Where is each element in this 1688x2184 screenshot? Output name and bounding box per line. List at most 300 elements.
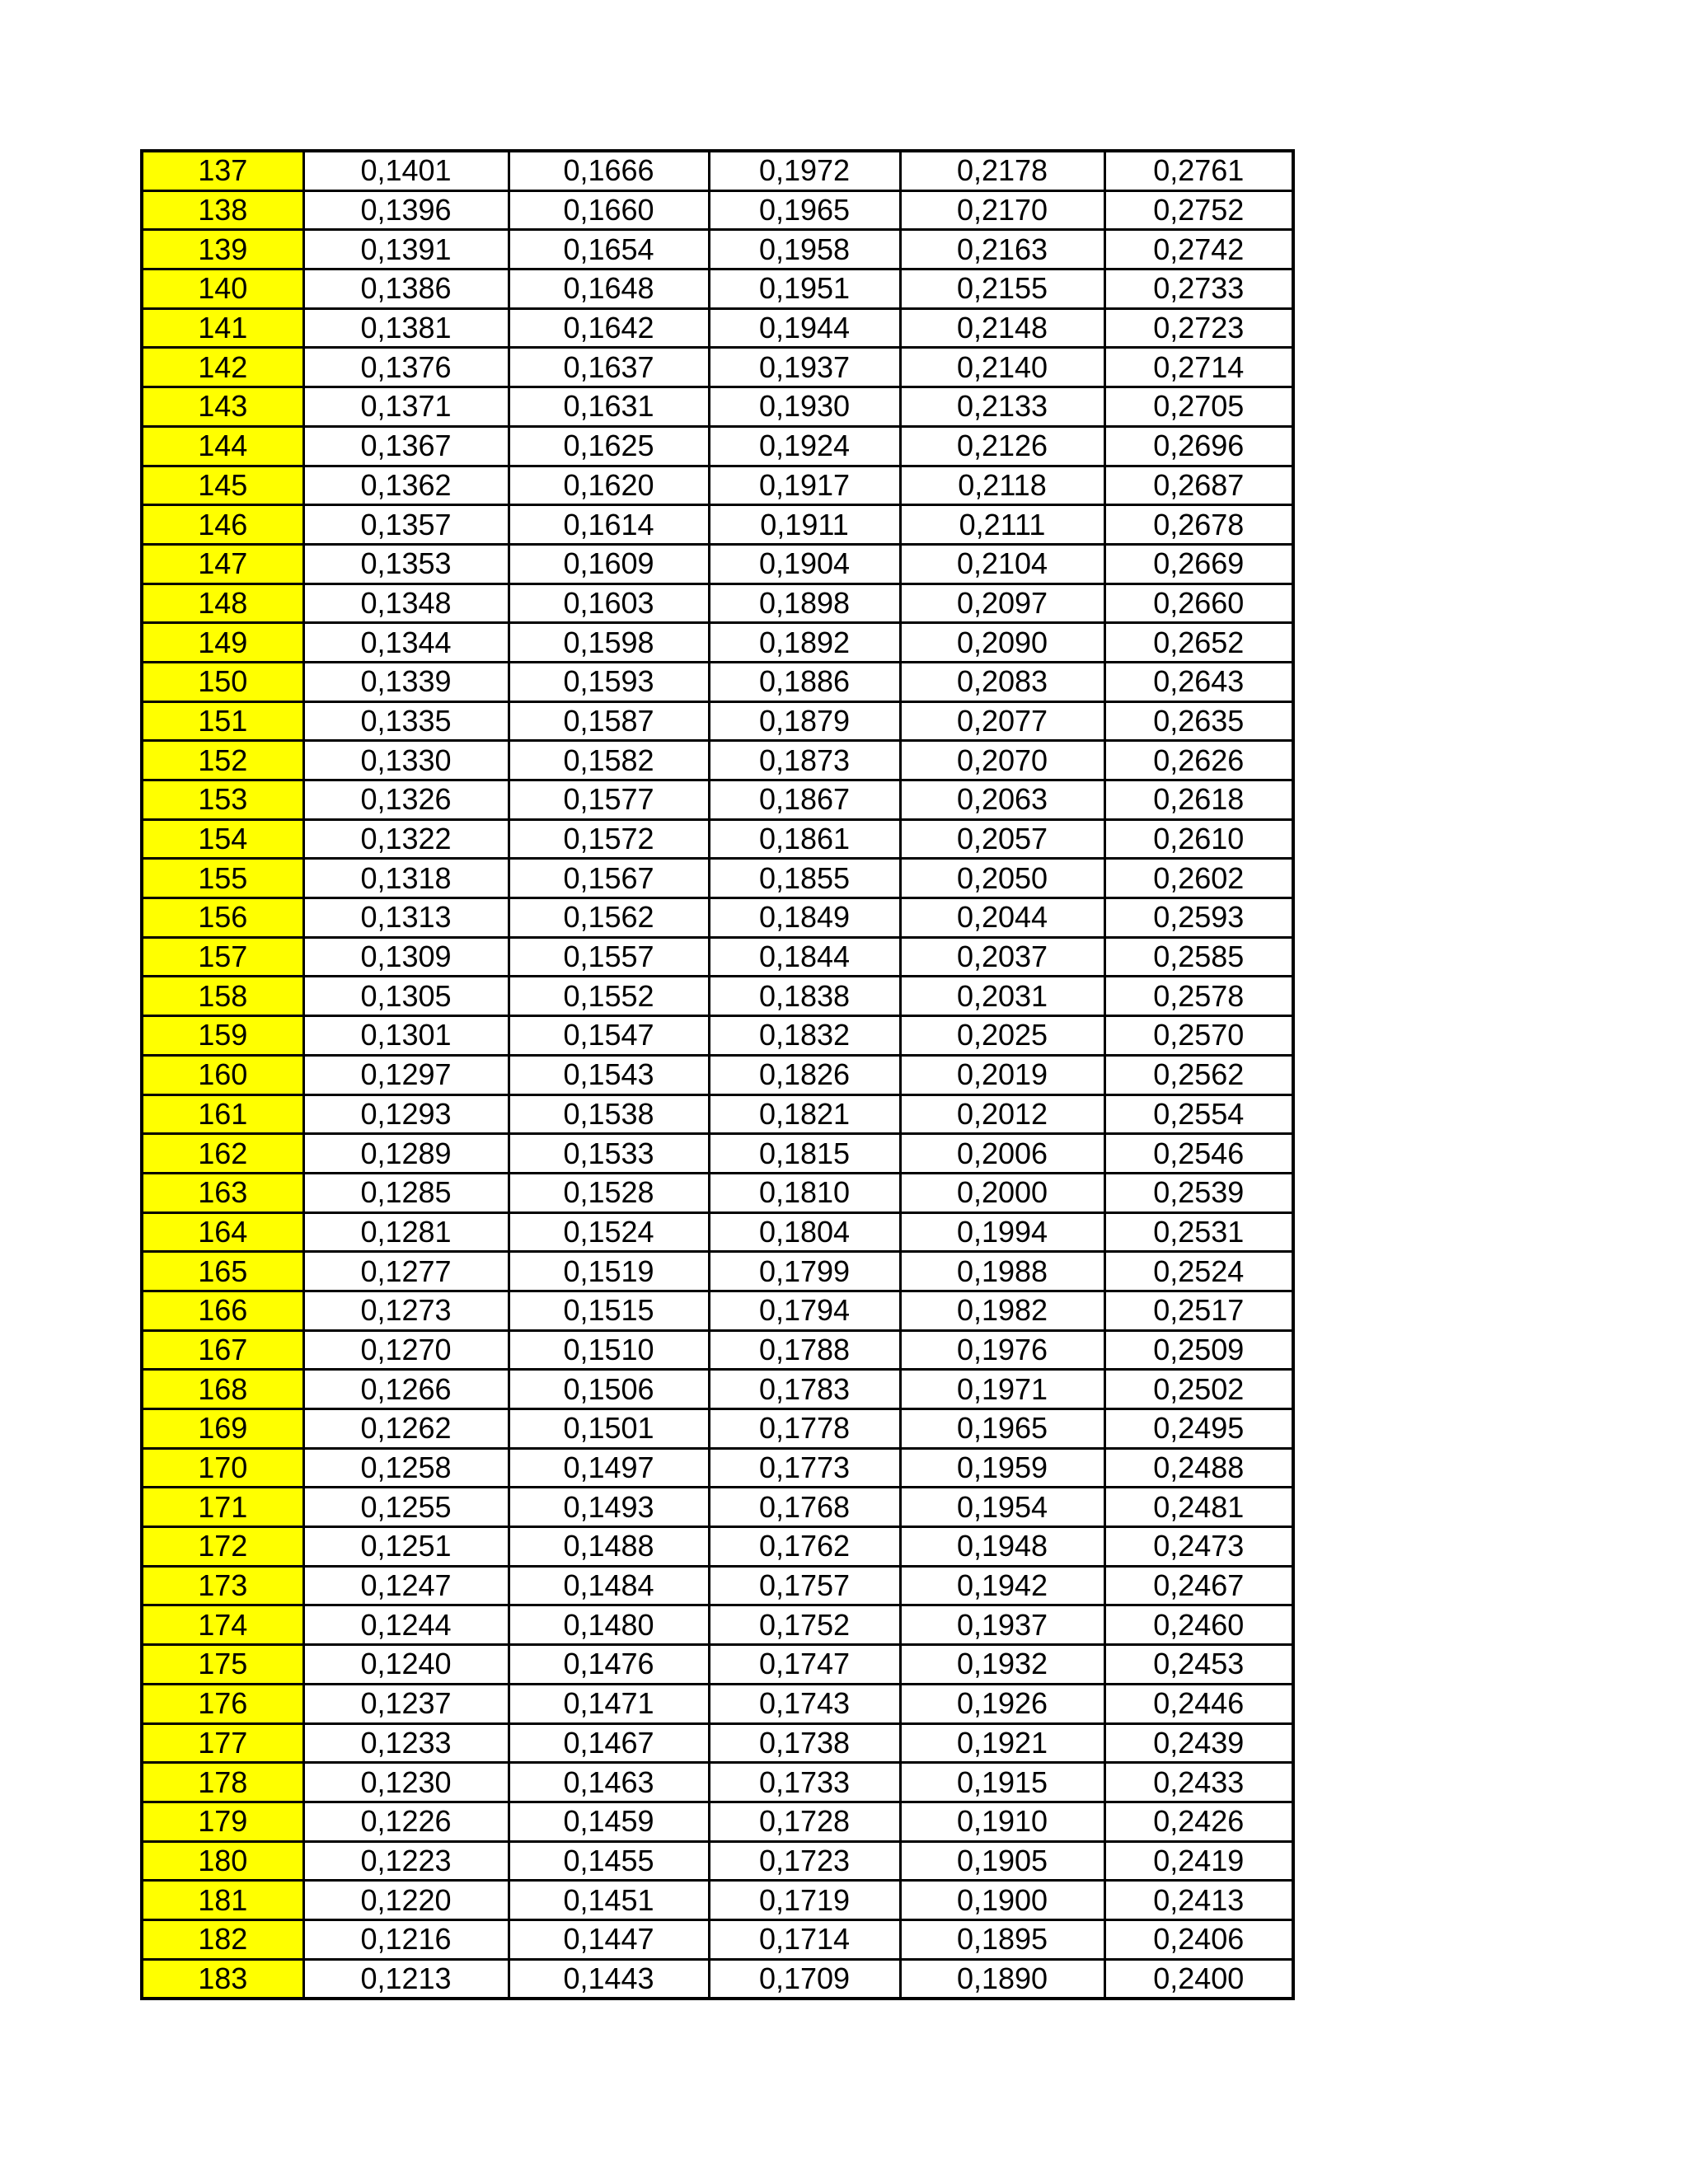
- table-body: [142, 151, 1293, 1999]
- table-row: [142, 977, 1293, 1016]
- value-cell-value-1: 0,1293: [303, 1094, 509, 1134]
- value-cell-value-3: 0,1794: [709, 1291, 900, 1330]
- value-cell-value-4: 0,1942: [900, 1566, 1104, 1605]
- value-cell-value-3: 0,1773: [709, 1448, 900, 1488]
- value-cell-value-5: 0,2426: [1104, 1802, 1293, 1841]
- table-row: [142, 662, 1293, 701]
- table-row: [142, 1370, 1293, 1409]
- value-cell-value-3: 0,1757: [709, 1566, 900, 1605]
- value-cell-value-2: 0,1631: [509, 387, 709, 427]
- table-row: [142, 1488, 1293, 1527]
- value-cell-value-5: 0,2481: [1104, 1488, 1293, 1527]
- value-cell-value-3: 0,1951: [709, 269, 900, 309]
- value-cell-value-4: 0,2044: [900, 898, 1104, 938]
- value-cell-value-2: 0,1447: [509, 1919, 709, 1959]
- value-cell-value-5: 0,2714: [1104, 348, 1293, 387]
- value-cell-value-3: 0,1861: [709, 819, 900, 859]
- value-cell-value-5: 0,2570: [1104, 1016, 1293, 1056]
- value-cell-value-1: 0,1273: [303, 1291, 509, 1330]
- row-key-cell: 165: [142, 1252, 303, 1291]
- table-row: [142, 623, 1293, 663]
- value-cell-value-5: 0,2488: [1104, 1448, 1293, 1488]
- value-cell-value-5: 0,2618: [1104, 780, 1293, 820]
- value-cell-value-3: 0,1898: [709, 583, 900, 623]
- value-cell-value-5: 0,2602: [1104, 859, 1293, 898]
- value-cell-value-4: 0,2063: [900, 780, 1104, 820]
- row-key-cell: 156: [142, 898, 303, 938]
- table-row: [142, 1919, 1293, 1959]
- value-cell-value-2: 0,1493: [509, 1488, 709, 1527]
- table-row: [142, 466, 1293, 505]
- value-cell-value-4: 0,2170: [900, 190, 1104, 230]
- value-cell-value-4: 0,1948: [900, 1527, 1104, 1567]
- value-cell-value-3: 0,1783: [709, 1370, 900, 1409]
- table-row: [142, 859, 1293, 898]
- value-cell-value-3: 0,1911: [709, 505, 900, 545]
- value-cell-value-1: 0,1386: [303, 269, 509, 309]
- value-cell-value-4: 0,2057: [900, 819, 1104, 859]
- value-cell-value-1: 0,1301: [303, 1016, 509, 1056]
- value-cell-value-3: 0,1788: [709, 1330, 900, 1370]
- value-cell-value-1: 0,1309: [303, 937, 509, 977]
- value-cell-value-3: 0,1733: [709, 1763, 900, 1802]
- value-cell-value-4: 0,1915: [900, 1763, 1104, 1802]
- value-cell-value-2: 0,1488: [509, 1527, 709, 1567]
- value-cell-value-2: 0,1637: [509, 348, 709, 387]
- value-cell-value-1: 0,1348: [303, 583, 509, 623]
- value-cell-value-2: 0,1572: [509, 819, 709, 859]
- table-row: [142, 1841, 1293, 1881]
- value-cell-value-1: 0,1285: [303, 1173, 509, 1212]
- value-cell-value-3: 0,1958: [709, 230, 900, 269]
- row-key-cell: 146: [142, 505, 303, 545]
- value-cell-value-4: 0,2118: [900, 466, 1104, 505]
- table-row: [142, 583, 1293, 623]
- value-cell-value-5: 0,2742: [1104, 230, 1293, 269]
- value-cell-value-5: 0,2453: [1104, 1645, 1293, 1685]
- value-cell-value-4: 0,1976: [900, 1330, 1104, 1370]
- value-cell-value-5: 0,2509: [1104, 1330, 1293, 1370]
- row-key-cell: 170: [142, 1448, 303, 1488]
- row-key-cell: 174: [142, 1605, 303, 1645]
- value-cell-value-2: 0,1443: [509, 1959, 709, 1999]
- value-cell-value-1: 0,1344: [303, 623, 509, 663]
- table-row: [142, 1763, 1293, 1802]
- table-row: [142, 348, 1293, 387]
- value-cell-value-2: 0,1654: [509, 230, 709, 269]
- row-key-cell: 175: [142, 1645, 303, 1685]
- table-row: [142, 1605, 1293, 1645]
- value-cell-value-1: 0,1396: [303, 190, 509, 230]
- table-row: [142, 1212, 1293, 1252]
- value-cell-value-2: 0,1471: [509, 1684, 709, 1723]
- table-row: [142, 1094, 1293, 1134]
- value-cell-value-5: 0,2554: [1104, 1094, 1293, 1134]
- table-row: [142, 1645, 1293, 1685]
- value-cell-value-3: 0,1723: [709, 1841, 900, 1881]
- value-cell-value-3: 0,1815: [709, 1134, 900, 1174]
- value-cell-value-3: 0,1832: [709, 1016, 900, 1056]
- table-row: [142, 741, 1293, 780]
- value-cell-value-2: 0,1467: [509, 1723, 709, 1763]
- value-cell-value-3: 0,1799: [709, 1252, 900, 1291]
- value-cell-value-5: 0,2539: [1104, 1173, 1293, 1212]
- value-cell-value-2: 0,1603: [509, 583, 709, 623]
- value-cell-value-1: 0,1233: [303, 1723, 509, 1763]
- value-cell-value-1: 0,1326: [303, 780, 509, 820]
- table-row: [142, 505, 1293, 545]
- row-key-cell: 176: [142, 1684, 303, 1723]
- value-cell-value-3: 0,1867: [709, 780, 900, 820]
- value-cell-value-3: 0,1965: [709, 190, 900, 230]
- table-row: [142, 780, 1293, 820]
- table-row: [142, 269, 1293, 309]
- row-key-cell: 157: [142, 937, 303, 977]
- value-cell-value-4: 0,1910: [900, 1802, 1104, 1841]
- value-cell-value-4: 0,1994: [900, 1212, 1104, 1252]
- value-cell-value-2: 0,1552: [509, 977, 709, 1016]
- value-cell-value-4: 0,2025: [900, 1016, 1104, 1056]
- value-cell-value-1: 0,1367: [303, 426, 509, 466]
- value-cell-value-5: 0,2419: [1104, 1841, 1293, 1881]
- value-cell-value-4: 0,1982: [900, 1291, 1104, 1330]
- value-cell-value-2: 0,1480: [509, 1605, 709, 1645]
- table-row: [142, 544, 1293, 583]
- row-key-cell: 178: [142, 1763, 303, 1802]
- row-key-cell: 162: [142, 1134, 303, 1174]
- value-cell-value-4: 0,1988: [900, 1252, 1104, 1291]
- value-cell-value-1: 0,1220: [303, 1881, 509, 1920]
- value-cell-value-2: 0,1562: [509, 898, 709, 938]
- value-cell-value-5: 0,2660: [1104, 583, 1293, 623]
- value-cell-value-1: 0,1226: [303, 1802, 509, 1841]
- table-row: [142, 1881, 1293, 1920]
- row-key-cell: 163: [142, 1173, 303, 1212]
- row-key-cell: 161: [142, 1094, 303, 1134]
- value-cell-value-5: 0,2531: [1104, 1212, 1293, 1252]
- row-key-cell: 177: [142, 1723, 303, 1763]
- value-cell-value-3: 0,1826: [709, 1055, 900, 1094]
- value-cell-value-4: 0,1965: [900, 1409, 1104, 1449]
- value-cell-value-4: 0,2148: [900, 308, 1104, 348]
- row-key-cell: 183: [142, 1959, 303, 1999]
- value-cell-value-2: 0,1451: [509, 1881, 709, 1920]
- row-key-cell: 142: [142, 348, 303, 387]
- value-cell-value-2: 0,1476: [509, 1645, 709, 1685]
- value-cell-value-5: 0,2610: [1104, 819, 1293, 859]
- value-cell-value-2: 0,1557: [509, 937, 709, 977]
- value-cell-value-3: 0,1738: [709, 1723, 900, 1763]
- table-row: [142, 1448, 1293, 1488]
- value-cell-value-4: 0,2126: [900, 426, 1104, 466]
- table-row: [142, 1802, 1293, 1841]
- value-cell-value-3: 0,1810: [709, 1173, 900, 1212]
- value-cell-value-4: 0,1895: [900, 1919, 1104, 1959]
- value-cell-value-3: 0,1719: [709, 1881, 900, 1920]
- value-cell-value-3: 0,1972: [709, 151, 900, 190]
- value-cell-value-2: 0,1519: [509, 1252, 709, 1291]
- value-cell-value-5: 0,2502: [1104, 1370, 1293, 1409]
- row-key-cell: 159: [142, 1016, 303, 1056]
- value-cell-value-2: 0,1642: [509, 308, 709, 348]
- value-cell-value-4: 0,2178: [900, 151, 1104, 190]
- value-cell-value-3: 0,1747: [709, 1645, 900, 1685]
- value-cell-value-3: 0,1886: [709, 662, 900, 701]
- value-cell-value-4: 0,1971: [900, 1370, 1104, 1409]
- data-table: [140, 149, 1295, 2000]
- value-cell-value-1: 0,1322: [303, 819, 509, 859]
- value-cell-value-1: 0,1251: [303, 1527, 509, 1567]
- row-key-cell: 166: [142, 1291, 303, 1330]
- value-cell-value-3: 0,1778: [709, 1409, 900, 1449]
- value-cell-value-1: 0,1247: [303, 1566, 509, 1605]
- value-cell-value-5: 0,2473: [1104, 1527, 1293, 1567]
- value-cell-value-2: 0,1528: [509, 1173, 709, 1212]
- value-cell-value-5: 0,2752: [1104, 190, 1293, 230]
- value-cell-value-3: 0,1904: [709, 544, 900, 583]
- value-cell-value-4: 0,2006: [900, 1134, 1104, 1174]
- row-key-cell: 181: [142, 1881, 303, 1920]
- row-key-cell: 147: [142, 544, 303, 583]
- value-cell-value-1: 0,1339: [303, 662, 509, 701]
- value-cell-value-1: 0,1240: [303, 1645, 509, 1685]
- value-cell-value-2: 0,1484: [509, 1566, 709, 1605]
- value-cell-value-5: 0,2585: [1104, 937, 1293, 977]
- value-cell-value-2: 0,1593: [509, 662, 709, 701]
- row-key-cell: 143: [142, 387, 303, 427]
- table-row: [142, 1566, 1293, 1605]
- value-cell-value-2: 0,1463: [509, 1763, 709, 1802]
- row-key-cell: 153: [142, 780, 303, 820]
- row-key-cell: 149: [142, 623, 303, 663]
- value-cell-value-3: 0,1892: [709, 623, 900, 663]
- value-cell-value-1: 0,1216: [303, 1919, 509, 1959]
- value-cell-value-4: 0,1890: [900, 1959, 1104, 1999]
- value-cell-value-3: 0,1917: [709, 466, 900, 505]
- value-cell-value-4: 0,1954: [900, 1488, 1104, 1527]
- value-cell-value-2: 0,1577: [509, 780, 709, 820]
- value-cell-value-1: 0,1255: [303, 1488, 509, 1527]
- value-cell-value-5: 0,2562: [1104, 1055, 1293, 1094]
- value-cell-value-5: 0,2696: [1104, 426, 1293, 466]
- row-key-cell: 171: [142, 1488, 303, 1527]
- row-key-cell: 152: [142, 741, 303, 780]
- row-key-cell: 144: [142, 426, 303, 466]
- row-key-cell: 158: [142, 977, 303, 1016]
- value-cell-value-3: 0,1804: [709, 1212, 900, 1252]
- value-cell-value-5: 0,2524: [1104, 1252, 1293, 1291]
- value-cell-value-4: 0,1921: [900, 1723, 1104, 1763]
- value-cell-value-1: 0,1277: [303, 1252, 509, 1291]
- value-cell-value-1: 0,1371: [303, 387, 509, 427]
- value-cell-value-4: 0,2155: [900, 269, 1104, 309]
- value-cell-value-5: 0,2761: [1104, 151, 1293, 190]
- value-cell-value-1: 0,1244: [303, 1605, 509, 1645]
- value-cell-value-5: 0,2669: [1104, 544, 1293, 583]
- value-cell-value-2: 0,1660: [509, 190, 709, 230]
- row-key-cell: 140: [142, 269, 303, 309]
- value-cell-value-4: 0,2000: [900, 1173, 1104, 1212]
- value-cell-value-5: 0,2433: [1104, 1763, 1293, 1802]
- table-row: [142, 1330, 1293, 1370]
- value-cell-value-3: 0,1849: [709, 898, 900, 938]
- table-row: [142, 426, 1293, 466]
- value-cell-value-3: 0,1709: [709, 1959, 900, 1999]
- value-cell-value-2: 0,1666: [509, 151, 709, 190]
- table-row: [142, 308, 1293, 348]
- table-row: [142, 937, 1293, 977]
- value-cell-value-5: 0,2723: [1104, 308, 1293, 348]
- value-cell-value-3: 0,1714: [709, 1919, 900, 1959]
- value-cell-value-2: 0,1543: [509, 1055, 709, 1094]
- value-cell-value-5: 0,2635: [1104, 701, 1293, 741]
- row-key-cell: 164: [142, 1212, 303, 1252]
- value-cell-value-4: 0,2077: [900, 701, 1104, 741]
- value-cell-value-5: 0,2705: [1104, 387, 1293, 427]
- value-cell-value-5: 0,2460: [1104, 1605, 1293, 1645]
- value-cell-value-1: 0,1376: [303, 348, 509, 387]
- value-cell-value-1: 0,1335: [303, 701, 509, 741]
- value-cell-value-2: 0,1497: [509, 1448, 709, 1488]
- value-cell-value-4: 0,2097: [900, 583, 1104, 623]
- value-cell-value-2: 0,1567: [509, 859, 709, 898]
- value-cell-value-5: 0,2687: [1104, 466, 1293, 505]
- table-row: [142, 701, 1293, 741]
- value-cell-value-2: 0,1614: [509, 505, 709, 545]
- value-cell-value-4: 0,1937: [900, 1605, 1104, 1645]
- table-row: [142, 1055, 1293, 1094]
- value-cell-value-2: 0,1533: [509, 1134, 709, 1174]
- value-cell-value-1: 0,1313: [303, 898, 509, 938]
- table-row: [142, 1684, 1293, 1723]
- value-cell-value-2: 0,1609: [509, 544, 709, 583]
- value-cell-value-4: 0,1900: [900, 1881, 1104, 1920]
- value-cell-value-1: 0,1223: [303, 1841, 509, 1881]
- row-key-cell: 182: [142, 1919, 303, 1959]
- value-cell-value-1: 0,1270: [303, 1330, 509, 1370]
- row-key-cell: 138: [142, 190, 303, 230]
- row-key-cell: 141: [142, 308, 303, 348]
- value-cell-value-1: 0,1391: [303, 230, 509, 269]
- table-row: [142, 1291, 1293, 1330]
- value-cell-value-3: 0,1930: [709, 387, 900, 427]
- value-cell-value-2: 0,1515: [509, 1291, 709, 1330]
- row-key-cell: 137: [142, 151, 303, 190]
- value-cell-value-2: 0,1587: [509, 701, 709, 741]
- table-row: [142, 190, 1293, 230]
- table-row: [142, 230, 1293, 269]
- value-cell-value-5: 0,2467: [1104, 1566, 1293, 1605]
- row-key-cell: 155: [142, 859, 303, 898]
- table-row: [142, 1959, 1293, 1999]
- value-cell-value-5: 0,2439: [1104, 1723, 1293, 1763]
- row-key-cell: 154: [142, 819, 303, 859]
- table-row: [142, 387, 1293, 427]
- table-row: [142, 151, 1293, 190]
- value-cell-value-5: 0,2446: [1104, 1684, 1293, 1723]
- value-cell-value-5: 0,2400: [1104, 1959, 1293, 1999]
- value-cell-value-5: 0,2413: [1104, 1881, 1293, 1920]
- value-cell-value-3: 0,1844: [709, 937, 900, 977]
- value-cell-value-3: 0,1855: [709, 859, 900, 898]
- row-key-cell: 169: [142, 1409, 303, 1449]
- value-cell-value-1: 0,1297: [303, 1055, 509, 1094]
- row-key-cell: 172: [142, 1527, 303, 1567]
- value-cell-value-5: 0,2652: [1104, 623, 1293, 663]
- value-cell-value-4: 0,2090: [900, 623, 1104, 663]
- value-cell-value-4: 0,2111: [900, 505, 1104, 545]
- value-cell-value-4: 0,2140: [900, 348, 1104, 387]
- table-row: [142, 819, 1293, 859]
- value-cell-value-3: 0,1762: [709, 1527, 900, 1567]
- value-cell-value-2: 0,1620: [509, 466, 709, 505]
- value-cell-value-2: 0,1538: [509, 1094, 709, 1134]
- value-cell-value-3: 0,1743: [709, 1684, 900, 1723]
- value-cell-value-5: 0,2546: [1104, 1134, 1293, 1174]
- value-cell-value-4: 0,2163: [900, 230, 1104, 269]
- value-cell-value-2: 0,1455: [509, 1841, 709, 1881]
- value-cell-value-3: 0,1821: [709, 1094, 900, 1134]
- value-cell-value-1: 0,1318: [303, 859, 509, 898]
- row-key-cell: 145: [142, 466, 303, 505]
- value-cell-value-4: 0,2133: [900, 387, 1104, 427]
- value-cell-value-1: 0,1362: [303, 466, 509, 505]
- value-cell-value-4: 0,2037: [900, 937, 1104, 977]
- value-cell-value-1: 0,1258: [303, 1448, 509, 1488]
- value-cell-value-3: 0,1838: [709, 977, 900, 1016]
- value-cell-value-3: 0,1768: [709, 1488, 900, 1527]
- value-cell-value-4: 0,2083: [900, 662, 1104, 701]
- row-key-cell: 150: [142, 662, 303, 701]
- value-cell-value-2: 0,1524: [509, 1212, 709, 1252]
- value-cell-value-3: 0,1937: [709, 348, 900, 387]
- value-cell-value-1: 0,1357: [303, 505, 509, 545]
- value-cell-value-2: 0,1501: [509, 1409, 709, 1449]
- value-cell-value-3: 0,1873: [709, 741, 900, 780]
- table-row: [142, 1409, 1293, 1449]
- value-cell-value-1: 0,1381: [303, 308, 509, 348]
- value-cell-value-3: 0,1879: [709, 701, 900, 741]
- value-cell-value-1: 0,1353: [303, 544, 509, 583]
- row-key-cell: 167: [142, 1330, 303, 1370]
- value-cell-value-1: 0,1237: [303, 1684, 509, 1723]
- value-cell-value-1: 0,1281: [303, 1212, 509, 1252]
- table-row: [142, 1134, 1293, 1174]
- value-cell-value-1: 0,1401: [303, 151, 509, 190]
- value-cell-value-4: 0,2031: [900, 977, 1104, 1016]
- row-key-cell: 160: [142, 1055, 303, 1094]
- row-key-cell: 148: [142, 583, 303, 623]
- table-row: [142, 1173, 1293, 1212]
- value-cell-value-1: 0,1213: [303, 1959, 509, 1999]
- value-cell-value-1: 0,1230: [303, 1763, 509, 1802]
- row-key-cell: 173: [142, 1566, 303, 1605]
- value-cell-value-2: 0,1510: [509, 1330, 709, 1370]
- row-key-cell: 151: [142, 701, 303, 741]
- value-cell-value-4: 0,2050: [900, 859, 1104, 898]
- value-cell-value-5: 0,2733: [1104, 269, 1293, 309]
- value-cell-value-4: 0,2070: [900, 741, 1104, 780]
- table-row: [142, 898, 1293, 938]
- value-cell-value-1: 0,1262: [303, 1409, 509, 1449]
- value-cell-value-4: 0,1926: [900, 1684, 1104, 1723]
- value-cell-value-2: 0,1506: [509, 1370, 709, 1409]
- value-cell-value-1: 0,1266: [303, 1370, 509, 1409]
- value-cell-value-3: 0,1728: [709, 1802, 900, 1841]
- table-row: [142, 1527, 1293, 1567]
- row-key-cell: 139: [142, 230, 303, 269]
- value-cell-value-2: 0,1459: [509, 1802, 709, 1841]
